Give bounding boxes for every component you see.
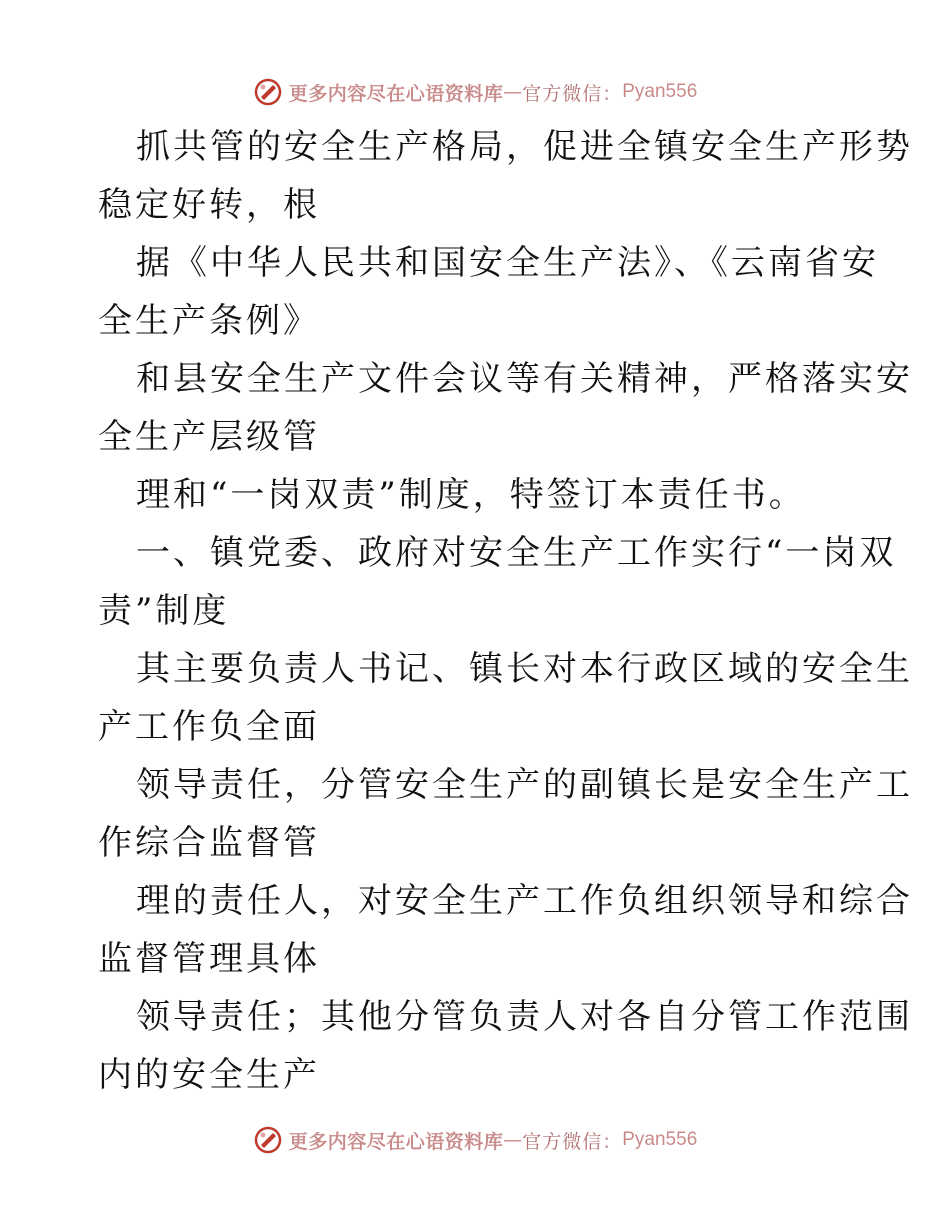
watermark-sub-text: 官方微信： [522, 1130, 623, 1153]
watermark-wechat-id: Pyan556 [622, 1129, 698, 1150]
watermark-dash: — [503, 1129, 523, 1151]
paragraph-line: 稳定好转，根 [98, 185, 320, 225]
watermark-sub-text: 官方微信： [522, 82, 623, 105]
paragraph-line: 一、镇党委、政府对安全生产工作实行“一岗双 [136, 533, 897, 573]
logo-icon [253, 1125, 283, 1155]
paragraph [98, 756, 913, 872]
watermark-main-text: 更多内容尽在心语资料库 [288, 1130, 504, 1153]
paragraph-line: 作综合监督管 [98, 823, 320, 863]
paragraph-line: 全生产层级管 [98, 417, 320, 457]
paragraph-line: 抓共管的安全生产格局，促进全镇安全生产形势 [136, 127, 913, 167]
header-watermark [0, 72, 950, 112]
paragraph [98, 524, 897, 640]
paragraph-line: 和县安全生产文件会议等有关精神，严格落实安 [136, 359, 913, 399]
watermark-dash: — [503, 81, 523, 103]
paragraph-line: 领导责任，分管安全生产的副镇长是安全生产工 [136, 765, 913, 805]
paragraph [98, 118, 913, 234]
paragraph-line: 其主要负责人书记、镇长对本行政区域的安全生 [136, 649, 913, 689]
logo-icon [253, 77, 283, 107]
paragraph-line: 理的责任人，对安全生产工作负组织领导和综合 [136, 881, 913, 921]
paragraph [98, 872, 913, 988]
paragraph-line: 监督管理具体 [98, 939, 320, 979]
document-body [98, 118, 913, 1104]
watermark-main-text: 更多内容尽在心语资料库 [288, 82, 504, 105]
paragraph-line: 产工作负全面 [98, 707, 320, 747]
paragraph-line: 据《中华人民共和国安全生产法》、《云南省安 [136, 243, 879, 283]
paragraph-line: 领导责任；其他分管负责人对各自分管工作范围 [136, 997, 913, 1037]
footer-watermark [0, 1120, 950, 1160]
paragraph [98, 640, 913, 756]
paragraph-line: 全生产条例》 [98, 301, 320, 341]
paragraph-line: 责”制度 [98, 591, 230, 631]
paragraph-line: 理和“一岗双责”制度，特签订本责任书。 [136, 475, 806, 515]
paragraph-line: 内的安全生产 [98, 1055, 320, 1095]
watermark-wechat-id: Pyan556 [622, 81, 698, 102]
paragraph [98, 988, 913, 1104]
paragraph [98, 466, 858, 524]
paragraph [98, 234, 879, 350]
paragraph [98, 350, 913, 466]
